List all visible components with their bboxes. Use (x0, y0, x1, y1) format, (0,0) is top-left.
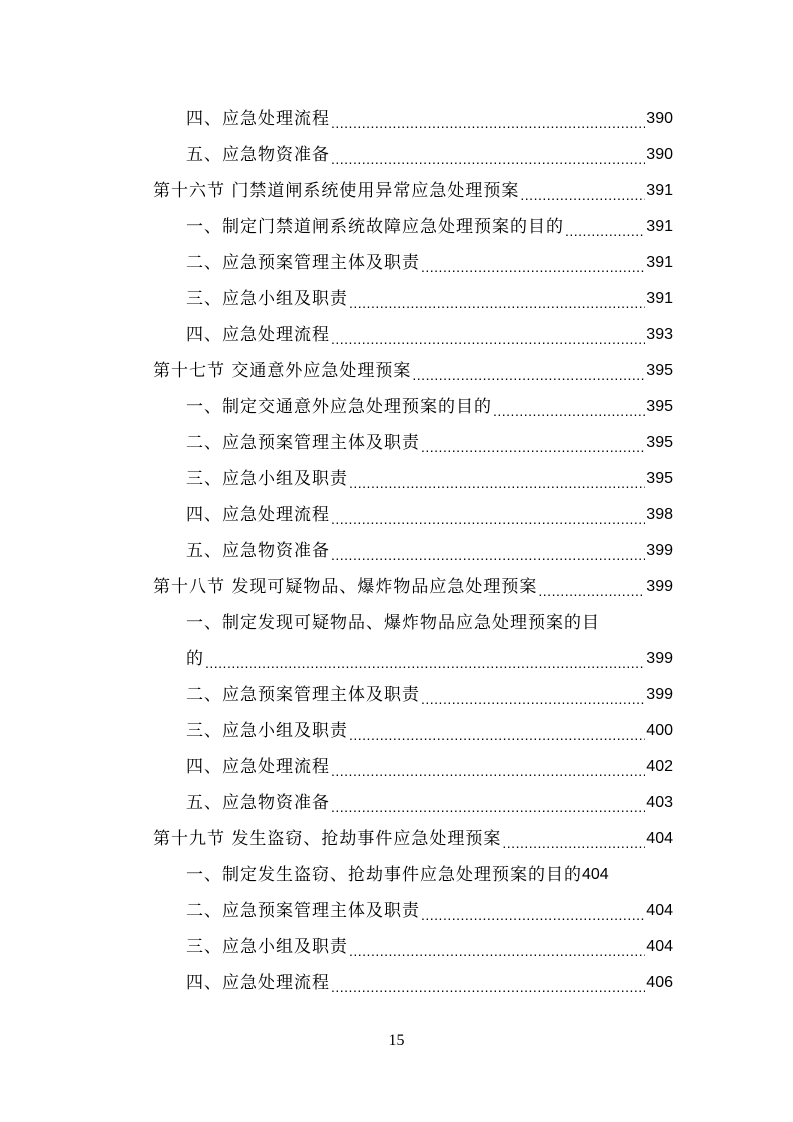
page-number: 15 (388, 1032, 405, 1049)
toc-entry-page: 391 (646, 182, 673, 199)
toc-section-entry[interactable] (153, 173, 673, 209)
toc-dot-leader (331, 109, 645, 137)
toc-entry-title: 第十六节 门禁道闸系统使用异常应急处理预案 (153, 181, 520, 201)
table-of-contents (153, 101, 673, 1001)
toc-entry-page: 400 (646, 722, 673, 739)
toc-entry-page: 393 (646, 326, 673, 343)
toc-entry-title: 第十九节 发生盗窃、抢劫事件应急处理预案 (153, 829, 502, 849)
toc-entry-title: 二、应急预案管理主体及职责 (186, 433, 420, 453)
toc-dot-leader (331, 793, 645, 821)
toc-dot-leader (349, 721, 645, 749)
toc-entry-page: 395 (646, 398, 673, 415)
toc-subsection-entry[interactable] (153, 137, 673, 173)
toc-entry-page: 399 (646, 578, 673, 595)
toc-entry-title: 二、应急预案管理主体及职责 (186, 685, 420, 705)
toc-subsection-entry[interactable] (153, 317, 673, 353)
toc-entry-page: 404 (646, 902, 673, 919)
toc-dot-leader (421, 685, 645, 713)
toc-dot-leader (331, 541, 645, 569)
toc-entry-title: 三、应急小组及职责 (186, 289, 348, 309)
toc-dot-leader (331, 757, 645, 785)
toc-entry-title: 三、应急小组及职责 (186, 721, 348, 741)
toc-dot-leader (349, 289, 645, 317)
toc-entry-title: 五、应急物资准备 (186, 145, 330, 165)
toc-dot-leader (349, 469, 645, 497)
toc-dot-leader (331, 505, 645, 533)
toc-subsection-entry[interactable] (153, 497, 673, 533)
toc-entry-page: 395 (646, 434, 673, 451)
toc-subsection-entry[interactable] (153, 389, 673, 425)
toc-entry-title: 四、应急处理流程 (186, 505, 330, 525)
toc-subsection-entry[interactable] (153, 425, 673, 461)
toc-dot-leader (421, 901, 645, 929)
toc-entry-title: 二、应急预案管理主体及职责 (186, 253, 420, 273)
toc-dot-leader (421, 433, 645, 461)
toc-entry-page: 391 (646, 218, 673, 235)
toc-dot-leader (331, 973, 645, 1001)
toc-entry-page: 391 (646, 254, 673, 271)
toc-entry-title: 一、制定门禁道闸系统故障应急处理预案的目的 (186, 217, 564, 237)
toc-subsection-entry[interactable] (153, 605, 673, 641)
toc-dot-leader (349, 937, 645, 965)
toc-dot-leader (205, 649, 645, 677)
toc-section-entry[interactable] (153, 821, 673, 857)
toc-subsection-entry[interactable] (153, 245, 673, 281)
toc-dot-leader (493, 397, 645, 425)
toc-dot-leader (331, 325, 645, 353)
toc-entry-page: 403 (646, 794, 673, 811)
toc-entry-page: 404 (646, 938, 673, 955)
toc-dot-leader (538, 577, 645, 605)
toc-entry-page: 402 (646, 758, 673, 775)
toc-subsection-entry[interactable] (153, 461, 673, 497)
toc-entry-title: 四、应急处理流程 (186, 109, 330, 129)
toc-entry-title: 一、制定发现可疑物品、爆炸物品应急处理预案的目 (186, 613, 600, 633)
toc-entry-title: 三、应急小组及职责 (186, 937, 348, 957)
toc-entry-page: 404 (582, 866, 609, 883)
toc-entry-title: 第十七节 交通意外应急处理预案 (153, 361, 412, 381)
toc-entry-page: 395 (646, 470, 673, 487)
toc-entry-title: 四、应急处理流程 (186, 973, 330, 993)
toc-dot-leader (331, 145, 645, 173)
toc-subsection-entry[interactable] (153, 677, 673, 713)
toc-subsection-entry[interactable] (153, 641, 673, 677)
toc-entry-page: 398 (646, 506, 673, 523)
toc-entry-title: 三、应急小组及职责 (186, 469, 348, 489)
toc-entry-page: 399 (646, 686, 673, 703)
toc-section-entry[interactable] (153, 353, 673, 389)
toc-subsection-entry[interactable] (153, 209, 673, 245)
toc-entry-title: 四、应急处理流程 (186, 757, 330, 777)
toc-dot-leader (565, 217, 645, 245)
toc-subsection-entry[interactable] (153, 785, 673, 821)
toc-section-entry[interactable] (153, 569, 673, 605)
toc-entry-page: 395 (646, 362, 673, 379)
toc-entry-title: 第十八节 发现可疑物品、爆炸物品应急处理预案 (153, 577, 538, 597)
toc-subsection-entry[interactable] (153, 533, 673, 569)
toc-entry-page: 399 (646, 650, 673, 667)
toc-entry-page: 406 (646, 974, 673, 991)
toc-entry-title: 五、应急物资准备 (186, 793, 330, 813)
toc-dot-leader (502, 829, 645, 857)
toc-dot-leader (520, 181, 645, 209)
toc-entry-page: 404 (646, 830, 673, 847)
toc-dot-leader (412, 361, 645, 389)
toc-entry-title: 一、制定交通意外应急处理预案的目的 (186, 397, 492, 417)
toc-subsection-entry[interactable] (153, 713, 673, 749)
toc-entry-title: 一、制定发生盗窃、抢劫事件应急处理预案的目的 (186, 865, 582, 885)
toc-subsection-entry[interactable] (153, 965, 673, 1001)
toc-subsection-entry[interactable] (153, 857, 673, 893)
toc-entry-title: 二、应急预案管理主体及职责 (186, 901, 420, 921)
toc-entry-title: 四、应急处理流程 (186, 325, 330, 345)
toc-entry-page: 390 (646, 146, 673, 163)
toc-subsection-entry[interactable] (153, 281, 673, 317)
toc-dot-leader (421, 253, 645, 281)
toc-entry-title: 五、应急物资准备 (186, 541, 330, 561)
toc-subsection-entry[interactable] (153, 101, 673, 137)
toc-entry-page: 399 (646, 542, 673, 559)
toc-subsection-entry[interactable] (153, 749, 673, 785)
toc-subsection-entry[interactable] (153, 893, 673, 929)
toc-entry-page: 391 (646, 290, 673, 307)
toc-subsection-entry[interactable] (153, 929, 673, 965)
toc-entry-page: 390 (646, 110, 673, 127)
toc-entry-title: 的 (186, 649, 204, 669)
